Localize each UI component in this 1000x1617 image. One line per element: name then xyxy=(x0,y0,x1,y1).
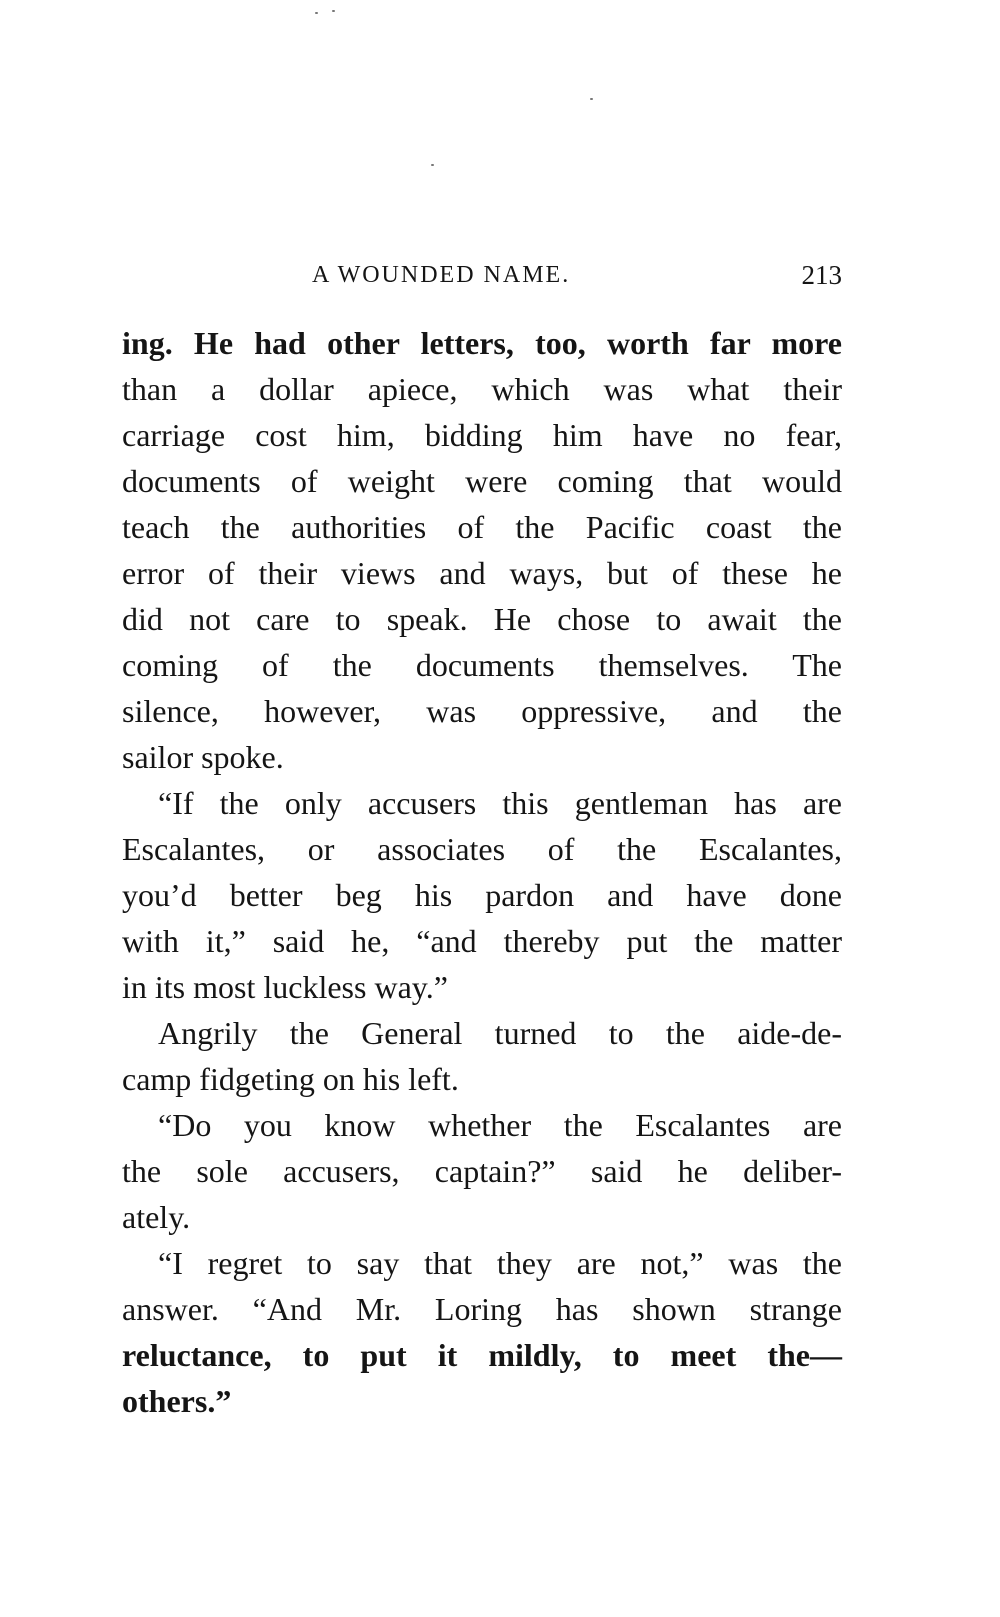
running-head xyxy=(122,255,842,295)
page-number: 213 xyxy=(801,260,842,290)
text-line: ately. xyxy=(122,1199,191,1235)
text-line: in its most luckless way.” xyxy=(122,969,448,1005)
text-line: documents of weight were coming that would xyxy=(122,463,842,499)
running-title: A WOUNDED NAME. xyxy=(312,262,571,288)
text-line: than a dollar apiece, which was what their xyxy=(122,371,842,407)
text-line: others.” xyxy=(122,1383,232,1419)
text-line: with it,” said he, “and thereby put the matter xyxy=(122,923,842,959)
text-line: answer. “And Mr. Loring has shown strange xyxy=(122,1291,842,1327)
text-line: sailor spoke. xyxy=(122,739,284,775)
text-line: did not care to speak. He chose to await the xyxy=(122,601,842,637)
print-speck xyxy=(590,98,593,100)
text-line: reluctance, to put it mildly, to meet the— xyxy=(122,1337,842,1373)
text-line: you’d better beg his pardon and have done xyxy=(122,877,842,913)
print-speck xyxy=(431,164,434,166)
text-line: error of their views and ways, but of these he xyxy=(122,555,842,591)
text-line: “Do you know whether the Escalantes are xyxy=(158,1107,842,1143)
text-line: ing. He had other letters, too, worth far more xyxy=(122,325,842,361)
text-line: “If the only accusers this gentleman has are xyxy=(158,785,842,821)
print-speck xyxy=(332,10,335,12)
text-line: camp fidgeting on his left. xyxy=(122,1061,459,1097)
text-line: Angrily the General turned to the aide-de- xyxy=(158,1015,842,1051)
text-line: Escalantes, or associates of the Escalantes, xyxy=(122,831,842,867)
text-line: teach the authorities of the Pacific coast the xyxy=(122,509,842,545)
text-line: carriage cost him, bidding him have no fear, xyxy=(122,417,842,453)
text-line: “I regret to say that they are not,” was the xyxy=(158,1245,842,1281)
text-line: silence, however, was oppressive, and the xyxy=(122,693,842,729)
print-speck xyxy=(315,12,318,14)
text-line: coming of the documents themselves. The xyxy=(122,647,842,683)
body-text xyxy=(122,320,842,1424)
text-line: the sole accusers, captain?” said he deliber- xyxy=(122,1153,842,1189)
